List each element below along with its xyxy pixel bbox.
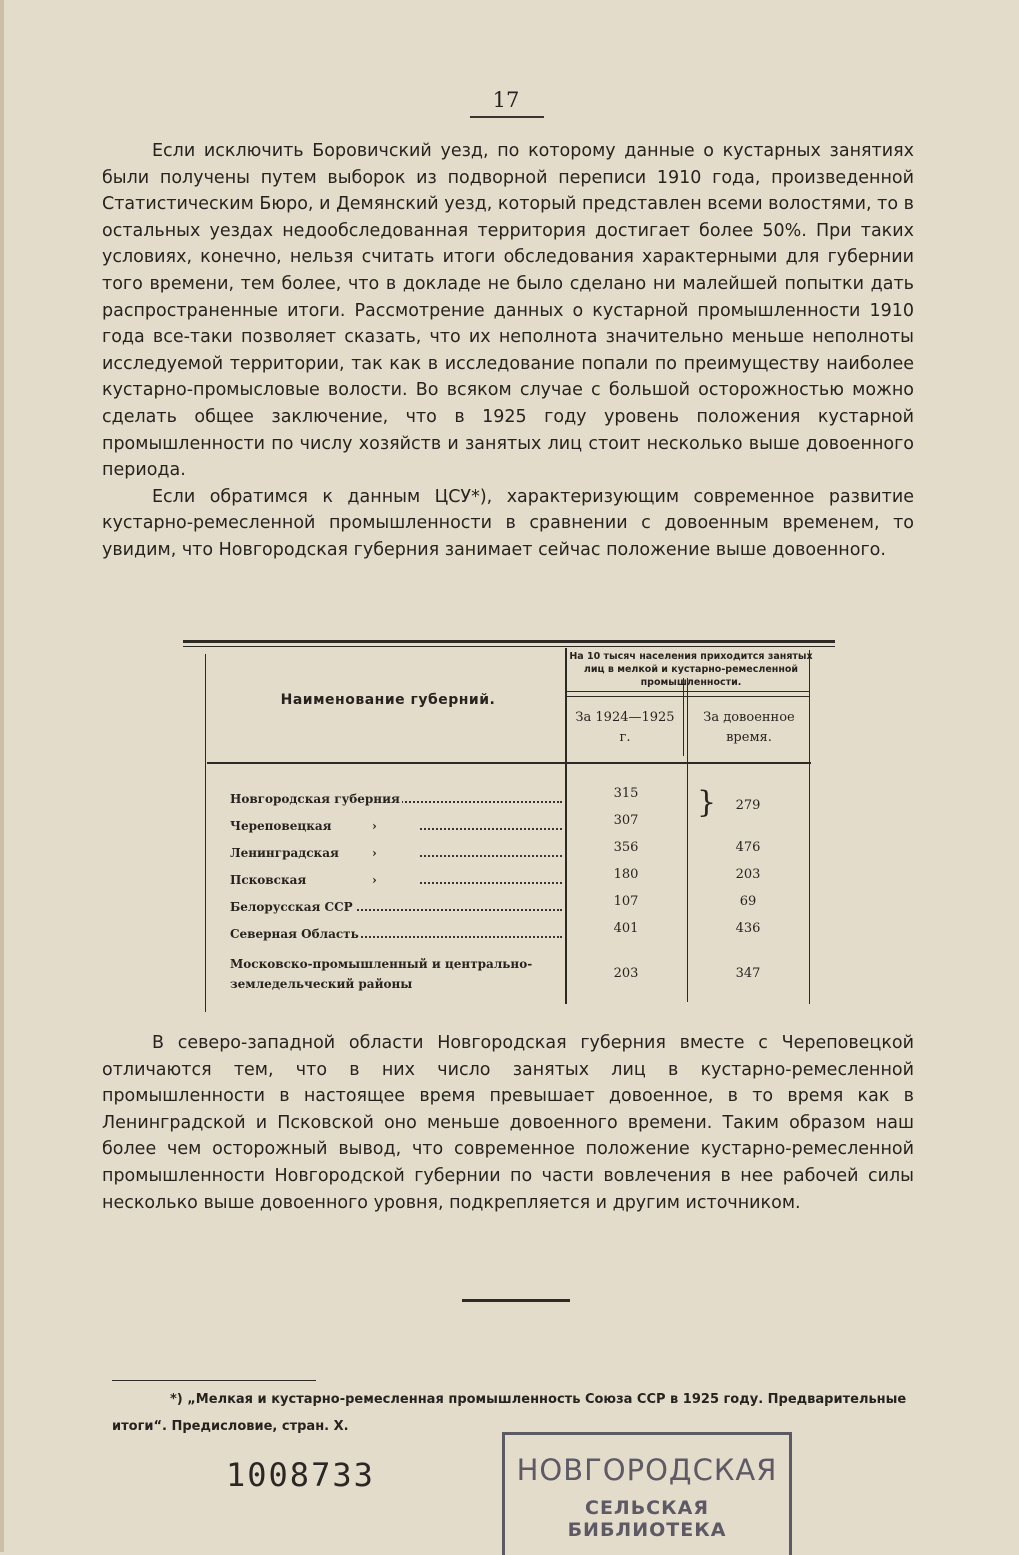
header-col-prewar: За довоенное время. (703, 710, 795, 745)
ditto-mark: › (372, 846, 377, 860)
brace-mark: } (697, 785, 717, 820)
row-label: Псковская (230, 873, 307, 887)
table-rule (687, 678, 688, 1002)
footnote: *) „Мелкая и кустарно-ремесленная промышленность Союза ССР в 1925 году. Предварительные итоги“. Предисловие, стран. X. (112, 1392, 907, 1434)
cell-1924: 401 (613, 921, 639, 936)
conclusion-text (102, 1030, 914, 1216)
table-row-name (230, 900, 562, 914)
table-row-name (230, 846, 562, 860)
table-row-name (230, 954, 562, 994)
table-row-name (230, 819, 562, 833)
cell-prewar: 436 (735, 921, 761, 936)
paragraph-2: Если обратимся к данным ЦСУ*), характеризующим современное развитие кустарно-ремесленной промышленности в сравнении с довоенным временем, то увидим, что Новгородская губерния занимает сейчас положение выше довоенного. (102, 486, 914, 560)
table-rule (205, 654, 206, 1012)
table-rule (207, 762, 811, 764)
ditto-mark: › (372, 819, 377, 833)
intro-text (102, 138, 914, 564)
section-end-rule (462, 1299, 570, 1302)
paragraph-3: В северо-западной области Новгородская губерния вместе с Череповецкой отличаются тем, что в них число занятых лиц в кустарно-ремесленной промышленности в настоящее время превышает довоенное, в то время как в Ленинградской и Псковской оно меньше довоенного времени. Таким образом наш более чем осторожный вывод, что современное положение кустарно-ремесленной промышленности Новгородской губернии по части вовлечения в нее рабочей силы несколько выше довоенного уровня, подкрепляется и другим источником. (102, 1033, 914, 1213)
row-label: Новгородская губерния (230, 792, 400, 806)
stamp-line-2: СЕЛЬСКАЯ БИБЛИОТЕКА (567, 1497, 727, 1541)
ditto-mark: › (372, 873, 377, 887)
table-row-name (230, 927, 562, 941)
cell-prewar: 69 (739, 894, 757, 909)
cell-prewar: 203 (735, 867, 761, 882)
cell-1924: 307 (613, 813, 639, 828)
cell-1924: 107 (613, 894, 639, 909)
row-label: Северная Область (230, 927, 359, 941)
header-col-1924: За 1924—1925 г. (575, 710, 675, 745)
table-rule (809, 650, 810, 1004)
paragraph-1: Если исключить Боровичский уезд, по которому данные о кустарных занятиях были получены путем выборок из подворной переписи 1910 года, произведенной Статистическим Бюро, и Демянский уезд, который представлен всеми волостями, то в остальных уездах недообследованная территория достигает более 50%. При таких условиях, конечно, нельзя считать итоги обследования характерными для губернии того времени, тем более, что в докладе не было сделано ни малейшей попытки дать распространенные итоги. Рассмотрение данных о кустарной промышленности 1910 года все-таки позволяет сказать, что их неполнота значительно меньше неполноты исследуемой территории, так как в исследование попали по преимуществу наиболее кустарно-промысловые волости. Во всяком случае с большой осторожностью можно сделать общее заключение, что в 1925 году уровень положения кустарной промышленности по числу хозяйств и занятых лиц стоит несколько выше довоенного периода. (102, 141, 914, 481)
table-rule (567, 691, 809, 692)
inventory-number: 1008733 (226, 1456, 375, 1494)
cell-1924: 180 (613, 867, 639, 882)
page-number-rule (470, 116, 544, 118)
table-row-name (230, 792, 562, 806)
table-rule (565, 696, 809, 697)
table-rule (565, 648, 567, 1004)
row-label: Московско-промышленный и центрально-земледельческий районы (230, 957, 533, 991)
table-rule (683, 678, 684, 756)
cell-prewar-brace: 279 (735, 798, 761, 813)
row-label: Череповецкая (230, 819, 332, 833)
row-label: Ленинградская (230, 846, 339, 860)
row-label: Белорусская ССР (230, 900, 353, 914)
table-top-rule-thin (183, 646, 835, 647)
scan-edge (0, 0, 4, 1552)
cell-1924: 203 (613, 966, 639, 981)
cell-prewar: 347 (735, 966, 761, 981)
page-number: 17 (492, 88, 520, 112)
cell-1924: 356 (613, 840, 639, 855)
table-row-name (230, 873, 562, 887)
statistics-table (183, 640, 835, 1012)
stamp-line-1: НОВГОРОДСКАЯ (516, 1453, 778, 1487)
library-stamp (502, 1432, 792, 1555)
cell-1924: 315 (613, 786, 639, 801)
header-group: На 10 тысяч населения приходится занятых лиц в мелкой и кустарно-ремесленной промышленности. (569, 651, 813, 688)
footnote-rule (112, 1380, 316, 1381)
table-top-rule (183, 640, 835, 643)
header-name: Наименование губерний. (280, 692, 496, 708)
cell-prewar: 476 (735, 840, 761, 855)
